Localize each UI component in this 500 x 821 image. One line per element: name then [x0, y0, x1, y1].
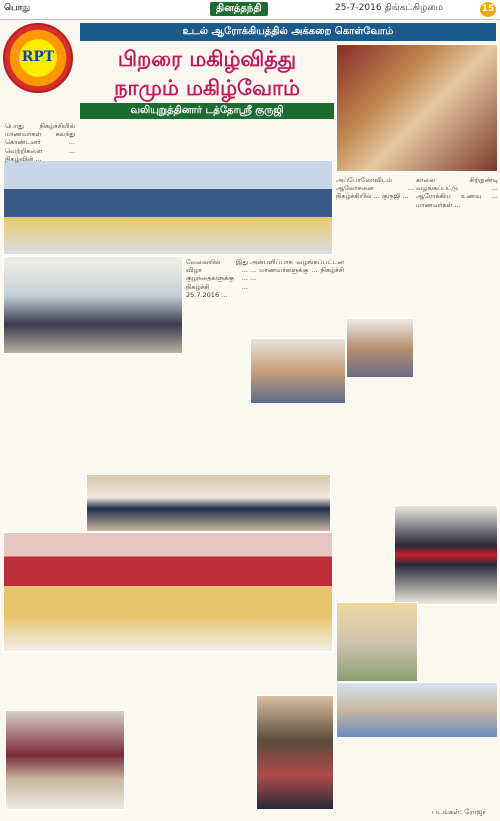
- dignitary-photo: [394, 505, 498, 605]
- article-column-5: காலை சிற்றுண்டி வழங்கப்பட்டு ... ஆரோக்கிய உணவு ... மாணவர்கள் ...: [416, 176, 498, 209]
- section-label: பொது: [4, 3, 31, 13]
- children-photo-2: [336, 682, 498, 738]
- children-photo: [336, 602, 418, 682]
- crowd-photo: [256, 695, 334, 810]
- hall-photo-2: [346, 318, 414, 378]
- masthead: [0, 0, 500, 20]
- article-column-3: அன்பளிப்பாக வழங்கப்பட்டன ... மாணவர்களுக்கு ... நிகழ்ச்சி ...: [250, 258, 344, 283]
- issue-date: 25-7-2016 திங்கட்கிழமை: [335, 3, 443, 13]
- newspaper-logo: தினத்தந்தி: [210, 2, 268, 16]
- headline: பிறரை மகிழ்வித்து நாமும் மகிழ்வோம்: [114, 46, 300, 100]
- byline-banner: வலியுறுத்தினார் டத்தோஸ்ரீ குருஜி: [80, 103, 334, 119]
- event-photo: [5, 710, 125, 810]
- stage-photo: [86, 474, 331, 532]
- article-column-4: அப்போலோவிடம் ஆலோசனை ... நிகழ்ச்சியில் ... குருஜி ...: [336, 176, 414, 201]
- article-column-2: வேலையில் இது விழா ... குழந்தைகளுக்கு ... நிகழ்ச்சி ... 25.7.2016 ...: [186, 258, 248, 299]
- hall-photo: [250, 338, 346, 404]
- guest-couple-photo: [336, 44, 498, 172]
- student-group-photo: [3, 160, 333, 255]
- page-number: 15: [480, 2, 496, 17]
- students-photo: [3, 532, 333, 652]
- organization-logo: RPT: [3, 23, 73, 93]
- classroom-photo: [3, 256, 183, 354]
- article-column-1: பொது நிகழ்ச்சியில் மாணவர்கள் கலந்து கொண்டனர் ... வெற்றிகளை ... நிகழ்வின் ...: [5, 122, 75, 163]
- tagline-banner: உடல் ஆரோக்கியத்தில் அக்கறை கொள்வோம்: [80, 23, 496, 41]
- photo-credit: படங்கள்: ரோஜர்: [432, 808, 487, 816]
